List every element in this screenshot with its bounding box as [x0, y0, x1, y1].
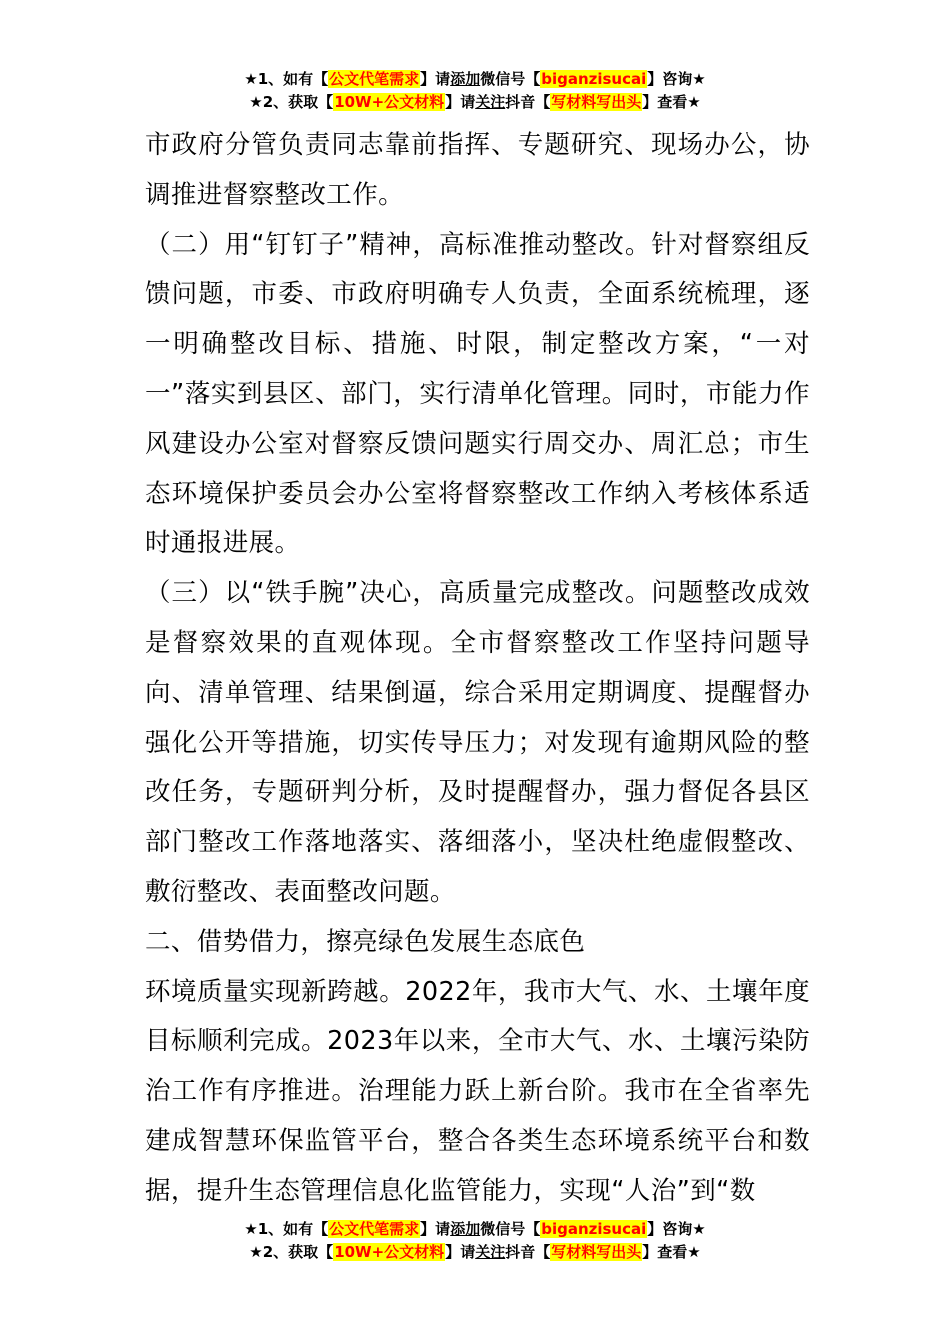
banner-line-1 — [0, 1218, 950, 1241]
banner-text: 微信号【 — [480, 70, 541, 88]
banner-line-1 — [0, 68, 950, 91]
banner-underline-text: 添加 — [450, 1220, 481, 1238]
banner-text: 】查看★ — [642, 1243, 701, 1261]
banner-line-2 — [0, 91, 950, 114]
banner-highlight: 10W+公文材料 — [334, 1243, 445, 1261]
banner-underline-text: 添加 — [450, 70, 481, 88]
banner-text: 抖音【 — [505, 1243, 551, 1261]
banner-text: 】请 — [420, 70, 451, 88]
banner-text: 】咨询★ — [647, 70, 706, 88]
banner-highlight: 公文代笔需求 — [329, 70, 420, 88]
banner-text: 微信号【 — [480, 1220, 541, 1238]
banner-text: 】请 — [445, 93, 476, 111]
section-heading: 二、借势借力，擦亮绿色发展生态底色 — [145, 926, 586, 957]
banner-highlight: 10W+公文材料 — [334, 93, 445, 111]
document-body — [145, 121, 810, 1217]
footer-banner — [0, 1218, 950, 1264]
banner-underline-text: 关注 — [475, 1243, 506, 1261]
paragraph-2: （二）用“钉钉子”精神，高标准推动整改。针对督察组反馈问题，市委、市政府明确专人负责，全面系统梳理，逐一明确整改目标、措施、时限，制定整改方案，“一对一”落实到县区、部门，实行清单化管理。同时，市能力作风建设办公室对督察反馈问题实行周交办、周汇总；市生态环境保护委员会办公室将督察整改工作纳入考核体系适时通报进展。 — [145, 229, 810, 559]
paragraph-4: 环境质量实现新跨越。2022年，我市大气、水、土壤年度目标顺利完成。2023年以来，全市大气、水、土壤污染防治工作有序推进。治理能力跃上新台阶。我市在全省率先建成智慧环保监管平台，整合各类生态环境系统平台和数据，提升生态管理信息化监管能力，实现“人治”到“数 — [145, 976, 810, 1206]
banner-line-2 — [0, 1241, 950, 1264]
wechat-id-highlight: biganzisucai — [541, 1220, 647, 1238]
banner-text: 抖音【 — [505, 93, 551, 111]
banner-text: 】请 — [445, 1243, 476, 1261]
banner-text: ★2、获取【 — [249, 93, 334, 111]
banner-text: 】请 — [420, 1220, 451, 1238]
paragraph-1: 市政府分管负责同志靠前指挥、专题研究、现场办公，协调推进督察整改工作。 — [145, 130, 810, 210]
banner-text: ★1、如有【 — [244, 1220, 329, 1238]
banner-highlight: 公文代笔需求 — [329, 1220, 420, 1238]
paragraph-3: （三）以“铁手腕”决心，高质量完成整改。问题整改成效是督察效果的直观体现。全市督察整改工作坚持问题导向、清单管理、结果倒逼，综合采用定期调度、提醒督办强化公开等措施，切实传导压力；对发现有逾期风险的整改任务，专题研判分析，及时提醒督办，强力督促各县区部门整改工作落地落实、落细落小，坚决杜绝虚假整改、敷衍整改、表面整改问题。 — [145, 578, 810, 907]
douyin-account-highlight: 写材料写出头 — [551, 93, 642, 111]
banner-text: ★1、如有【 — [244, 70, 329, 88]
douyin-account-highlight: 写材料写出头 — [551, 1243, 642, 1261]
banner-text: 】查看★ — [642, 93, 701, 111]
header-banner — [0, 68, 950, 114]
wechat-id-highlight: biganzisucai — [541, 70, 647, 88]
banner-text: ★2、获取【 — [249, 1243, 334, 1261]
banner-underline-text: 关注 — [475, 93, 506, 111]
banner-text: 】咨询★ — [647, 1220, 706, 1238]
